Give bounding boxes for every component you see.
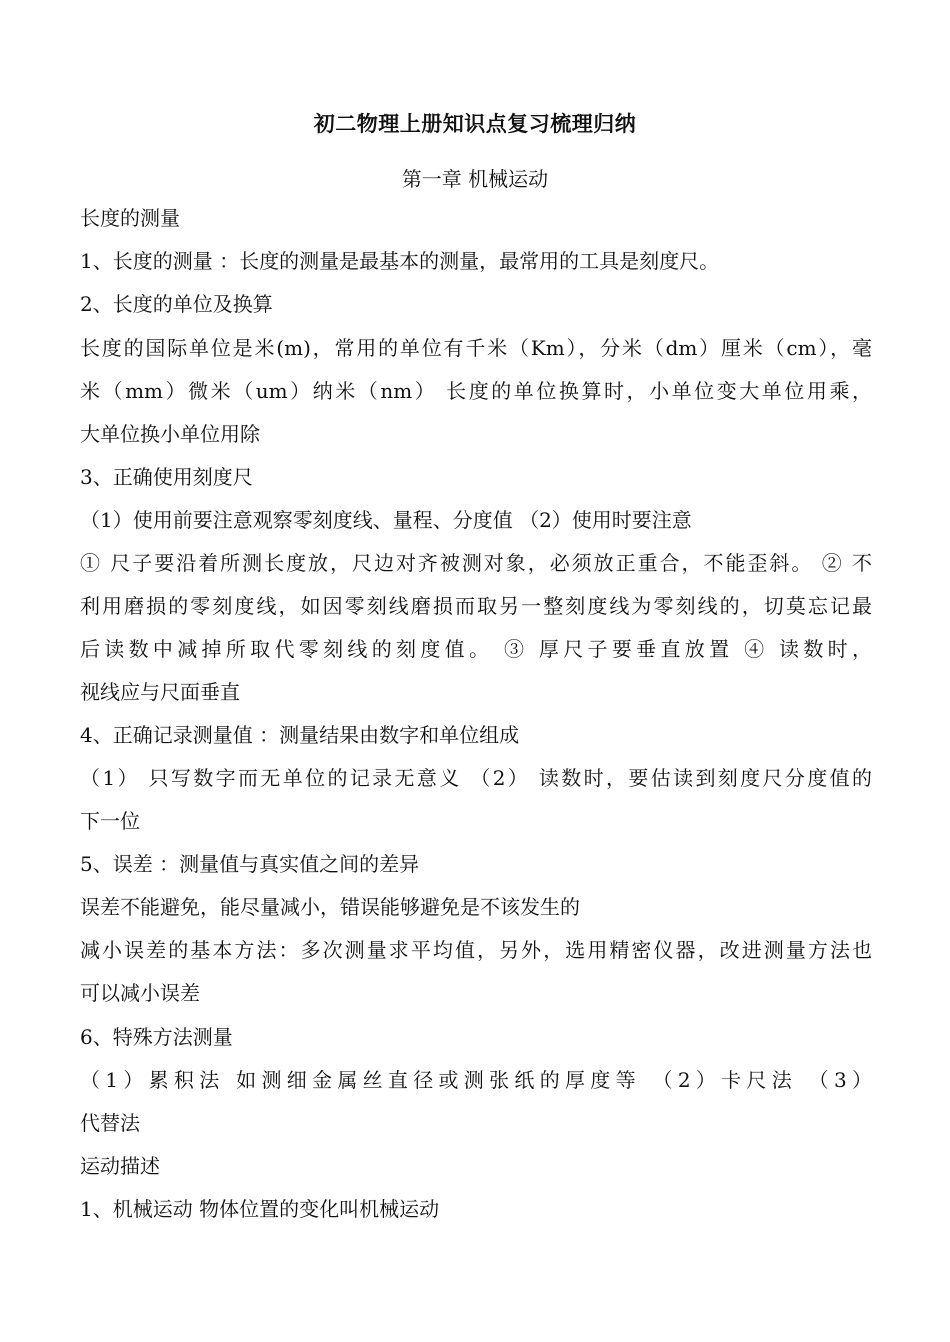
text-line: 1、长度的测量 ：长度的测量是最基本的测量，最常用的工具是刻度尺。 [80,249,720,273]
text-line: 6、特殊方法测量 [80,1025,233,1049]
text-line: 视线应与尺面垂直 [80,680,240,704]
text-line: 大单位换小单位用除 [80,422,260,446]
text-line: 3、正确使用刻度尺 [80,465,253,489]
text-line: ① 尺子要沿着所测长度放，尺边对齐被测对象，必须放正重合，不能歪斜。 ② 不 [80,551,872,575]
text-line: 可以减小误差 [80,981,200,1005]
text-line: 利用磨损的零刻度线，如因零刻线磨损而取另一整刻度线为零刻线的，切莫忘记最 [80,594,872,618]
text-line: 误差不能避免，能尽量减小，错误能够避免是不该发生的 [80,895,580,919]
section-heading: 运动描述 [80,1154,160,1178]
text-line: 2、长度的单位及换算 [80,292,273,316]
text-line: （1） 只写数字而无单位的记录无意义 （2） 读数时，要估读到刻度尺分度值的 [80,766,872,790]
section-heading: 长度的测量 [80,206,180,230]
text-line: （1）使用前要注意观察零刻度线、量程、分度值 （2）使用时要注意 [80,508,692,532]
text-line: 减小误差的基本方法：多次测量求平均值，另外，选用精密仪器，改进测量方法也 [80,938,872,962]
text-line: 代替法 [80,1111,140,1135]
text-line: （1）累积法 如测细金属丝直径或测张纸的厚度等 （2）卡尺法 （3） [80,1068,872,1092]
text-line: 下一位 [80,809,140,833]
text-line: 1、机械运动 物体位置的变化叫机械运动 [80,1197,440,1221]
text-line: 4、正确记录测量值 ：测量结果由数字和单位组成 [80,723,520,747]
text-line: 5、误差 ：测量值与真实值之间的差异 [80,852,420,876]
text-line: 米（mm）微米（um）纳米（nm） 长度的单位换算时，小单位变大单位用乘， [80,379,872,403]
document-title: 初二物理上册知识点复习梳理归纳 [313,112,637,136]
text-line: 长度的国际单位是米(m)，常用的单位有千米（Km），分米（dm）厘米（cm），毫 [80,336,872,360]
chapter-heading: 第一章 机械运动 [401,167,549,191]
text-line: 后读数中减掉所取代零刻线的刻度值。 ③ 厚尺子要垂直放置 ④ 读数时， [80,637,872,661]
